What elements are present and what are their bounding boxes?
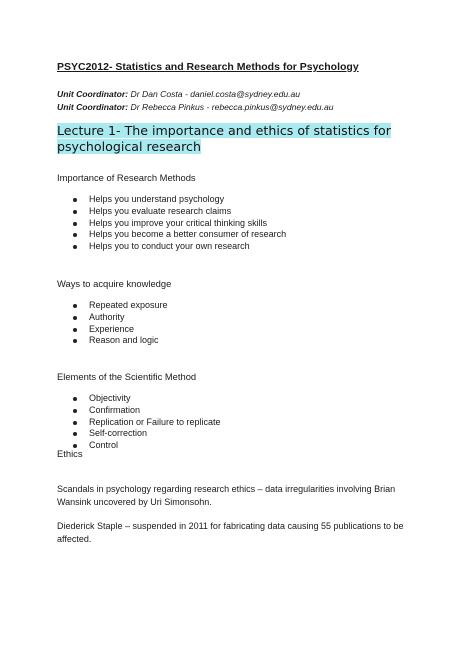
bullet-list bbox=[57, 393, 221, 452]
section-ethics bbox=[57, 447, 427, 545]
list-item: Authority bbox=[73, 312, 171, 324]
section-heading: Importance of Research Methods bbox=[57, 172, 196, 183]
list-item: Helps you to conduct your own research bbox=[73, 241, 286, 253]
list-item: Helps you improve your critical thinking skills bbox=[73, 218, 286, 230]
section-heading: Elements of the Scientific Method bbox=[57, 371, 197, 382]
list-item: Control bbox=[73, 440, 221, 452]
bullet-list bbox=[57, 194, 286, 253]
section-heading: Ways to acquire knowledge bbox=[57, 278, 172, 289]
section-research-methods bbox=[57, 171, 286, 253]
lecture-heading-text: Lecture 1- The importance and ethics of statistics for psychological research bbox=[57, 123, 391, 154]
coordinator-value: Dr Rebecca Pinkus - rebecca.pinkus@sydney.edu.au bbox=[128, 101, 334, 112]
list-item: Confirmation bbox=[73, 405, 221, 417]
list-item: Repeated exposure bbox=[73, 300, 171, 312]
list-item: Helps you evaluate research claims bbox=[73, 206, 286, 218]
coordinator-label: Unit Coordinator: bbox=[57, 89, 129, 99]
list-item: Objectivity bbox=[73, 393, 221, 405]
list-item: Helps you understand psychology bbox=[73, 194, 286, 206]
ethics-paragraph: Diederick Staple – suspended in 2011 for fabricating data causing 55 publications to be affected. bbox=[57, 521, 404, 544]
list-item: Self-correction bbox=[73, 428, 221, 440]
document-content bbox=[57, 60, 427, 544]
section-heading: Ethics bbox=[57, 448, 83, 459]
coordinator-line-1 bbox=[57, 88, 427, 101]
list-item: Experience bbox=[73, 324, 171, 336]
ethics-paragraph: Scandals in psychology regarding research ethics – data irregularities involving Brian Wansink uncovered by Uri Simonsohn. bbox=[57, 484, 396, 507]
list-item: Helps you become a better consumer of research bbox=[73, 229, 286, 241]
list-item: Replication or Failure to replicate bbox=[73, 417, 221, 429]
document-title: PSYC2012- Statistics and Research Methods for Psychology bbox=[57, 61, 359, 73]
coordinator-value: Dr Dan Costa - daniel.costa@sydney.edu.au bbox=[128, 89, 301, 99]
list-item: Reason and logic bbox=[73, 335, 171, 347]
section-ways-to-acquire-knowledge bbox=[57, 277, 171, 347]
bullet-list bbox=[57, 300, 171, 347]
coordinator-label: Unit Coordinator: bbox=[57, 101, 129, 112]
section-scientific-method bbox=[57, 370, 221, 452]
lecture-heading bbox=[57, 123, 427, 155]
coordinator-line-2 bbox=[57, 101, 427, 114]
